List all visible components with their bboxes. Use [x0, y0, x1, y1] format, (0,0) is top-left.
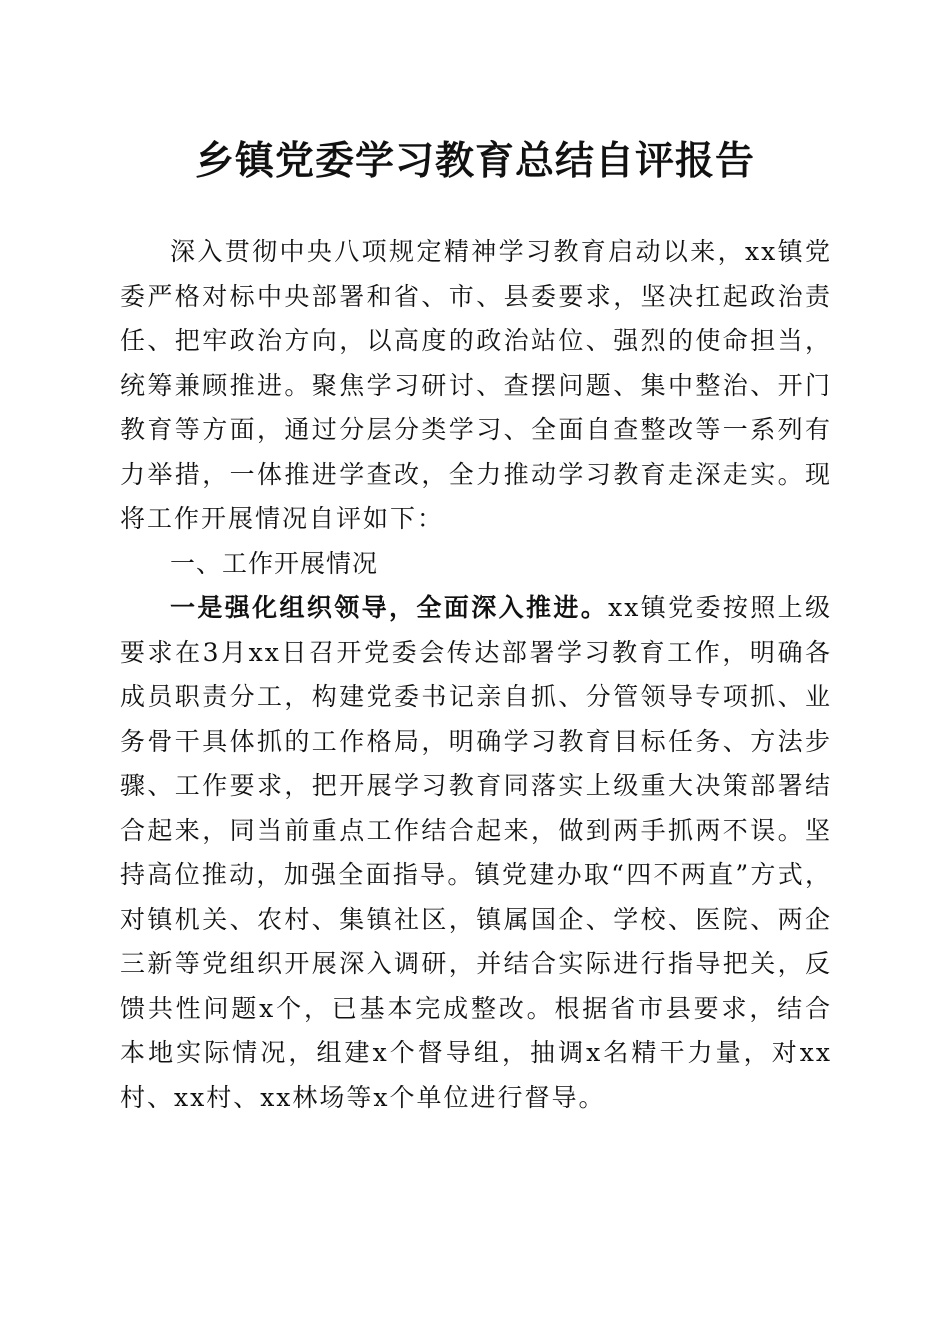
point-1-lead: 一是强化组织领导，全面深入推进。 [170, 593, 609, 622]
document-body [120, 230, 832, 1120]
point-1-paragraph [120, 586, 832, 1120]
section-heading: 一、工作开展情况 [170, 548, 379, 578]
intro-paragraph: 深入贯彻中央八项规定精神学习教育启动以来，xx镇党委严格对标中央部署和省、市、县委要求，坚决扛起政治责任、把牢政治方向，以高度的政治站位、强烈的使命担当，统筹兼顾推进。聚焦学习研讨、查摆问题、集中整治、开门教育等方面，通过分层分类学习、全面自查整改等一系列有力举措，一体推进学查改，全力推动学习教育走深走实。现将工作开展情况自评如下： [120, 237, 832, 533]
point-1-body: xx镇党委按照上级要求在3月xx日召开党委会传达部署学习教育工作，明确各成员职责分工，构建党委书记亲自抓、分管领导专项抓、业务骨干具体抓的工作格局，明确学习教育目标任务、方法步骤、工作要求，把开展学习教育同落实上级重大决策部署结合起来，同当前重点工作结合起来，做到两手抓两不误。坚持高位推动，加强全面指导。镇党建办取“四不两直”方式，对镇机关、农村、集镇社区，镇属国企、学校、医院、两企三新等党组织开展深入调研，并结合实际进行指导把关，反馈共性问题x个，已基本完成整改。根据省市县要求，结合本地实际情况，组建x个督导组，抽调x名精干力量，对xx村、xx村、xx林场等x个单位进行督导。 [120, 593, 832, 1112]
document-title: 乡镇党委学习教育总结自评报告 [194, 138, 755, 184]
